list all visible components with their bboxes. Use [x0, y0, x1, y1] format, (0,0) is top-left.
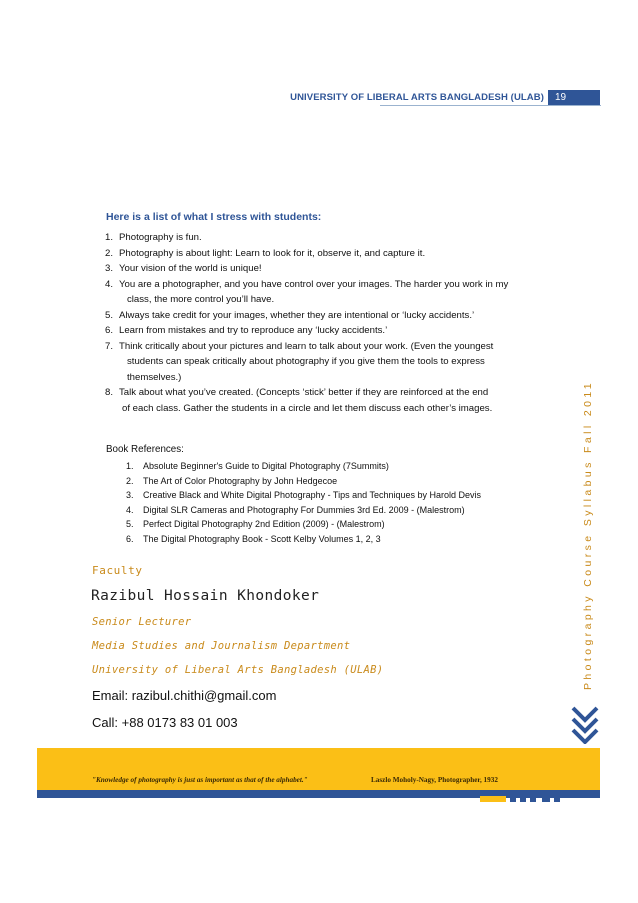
footer-quote: "Knowledge of photography is just as important as that of the alphabet." — [92, 776, 308, 784]
stress-item-number — [105, 370, 119, 386]
stress-item-number — [105, 292, 119, 308]
books-heading: Book References: — [106, 444, 184, 455]
book-item — [126, 503, 546, 518]
stress-item-line — [105, 323, 545, 339]
stress-item-line — [105, 246, 545, 262]
book-item-number: 3. — [126, 490, 134, 501]
book-item-text: The Art of Color Photography by John Hedgecoe — [143, 475, 338, 486]
stress-item-text: Learn from mistakes and try to reproduce any ‘lucky accidents.’ — [119, 325, 388, 336]
stress-item-line — [105, 292, 545, 308]
book-item-text: Digital SLR Cameras and Photography For Dummies 3rd Ed. 2009 - (Malestrom) — [143, 504, 465, 515]
stress-item-number: 3. — [105, 263, 114, 274]
double-chevron-down-icon — [570, 704, 600, 744]
faculty-email: Email: razibul.chithi@gmail.com — [92, 688, 277, 703]
stress-item-number: 1. — [105, 232, 114, 243]
book-item-text: Creative Black and White Digital Photography - Tips and Techniques by Harold Devis — [143, 490, 482, 501]
footer-logo-fragment — [480, 796, 570, 802]
stress-item-line — [105, 339, 545, 355]
faculty-university: University of Liberal Arts Bangladesh (ULAB) — [92, 664, 384, 676]
book-item-number: 4. — [126, 504, 134, 515]
stress-item-text: Talk about what you’ve created. (Concepts ‘stick’ better if they are reinforced at the end — [119, 387, 489, 398]
stress-item-number — [105, 401, 119, 417]
stress-item-line — [105, 277, 545, 293]
stress-item-line — [105, 354, 545, 370]
book-item — [126, 488, 546, 503]
stress-item-line — [105, 230, 545, 246]
faculty-title: Senior Lecturer — [92, 616, 192, 628]
stress-item-number: 2. — [105, 247, 114, 259]
stress-item-line — [105, 261, 545, 277]
stress-item-number: 7. — [105, 340, 114, 352]
stress-item-line — [105, 401, 545, 417]
stress-item-number: 8. — [105, 387, 114, 398]
header-rule — [380, 105, 601, 106]
book-item — [126, 532, 546, 547]
stress-item-text: Always take credit for your images, whether they are intentional or ‘lucky accidents.’ — [119, 309, 475, 321]
stress-item-text: students can speak critically about photography if you give them the tools to express — [127, 356, 485, 367]
faculty-phone: Call: +88 0173 83 01 003 — [92, 715, 238, 730]
book-item-number: 2. — [126, 475, 134, 486]
stress-item-number: 6. — [105, 325, 114, 336]
header-title: UNIVERSITY OF LIBERAL ARTS BANGLADESH (ULAB) — [290, 92, 544, 103]
book-item-number: 5. — [126, 519, 134, 530]
book-item — [126, 459, 546, 474]
stress-item-text: You are a photographer, and you have control over your images. The harder you work in my — [119, 278, 509, 290]
stress-item-number: 4. — [105, 278, 114, 290]
stress-item-line — [105, 370, 545, 386]
stress-list — [105, 230, 545, 416]
stress-item-number: 5. — [105, 309, 114, 321]
stress-item-text: Think critically about your pictures and learn to talk about your work. (Even the youngest — [119, 340, 494, 352]
faculty-name: Razibul Hossain Khondoker — [91, 588, 320, 604]
stress-item-number — [105, 354, 119, 370]
book-item — [126, 517, 546, 532]
stress-item-text: class, the more control you’ll have. — [127, 294, 275, 305]
book-item-number: 1. — [126, 461, 134, 471]
book-item-number: 6. — [126, 533, 134, 544]
book-item — [126, 474, 546, 489]
stress-item-line — [105, 308, 545, 324]
book-item-text: The Digital Photography Book - Scott Kelby Volumes 1, 2, 3 — [143, 533, 381, 544]
footer-quote-author: Laszlo Moholy-Nagy, Photographer, 1932 — [371, 776, 498, 784]
stress-item-line — [105, 385, 545, 401]
stress-item-text: Photography is fun. — [119, 232, 202, 243]
vertical-course-title: Photography Course Syllabus Fall 2011 — [582, 379, 594, 690]
books-list — [126, 459, 546, 547]
page-number: 19 — [548, 90, 600, 105]
book-item-text: Perfect Digital Photography 2nd Edition (2009) - (Malestrom) — [143, 519, 385, 530]
stress-item-text: Photography is about light: Learn to look for it, observe it, and capture it. — [119, 247, 426, 259]
stress-item-text: Your vision of the world is unique! — [119, 263, 262, 274]
page-header — [0, 90, 638, 106]
faculty-department: Media Studies and Journalism Department — [92, 640, 351, 652]
stress-heading: Here is a list of what I stress with students: — [106, 211, 322, 223]
book-item-text: Absolute Beginner's Guide to Digital Photography (7Summits) — [143, 461, 389, 471]
stress-item-text: themselves.) — [127, 371, 182, 383]
stress-item-text: of each class. Gather the students in a circle and let them discuss each other’s images. — [122, 402, 493, 414]
faculty-label: Faculty — [92, 564, 143, 577]
